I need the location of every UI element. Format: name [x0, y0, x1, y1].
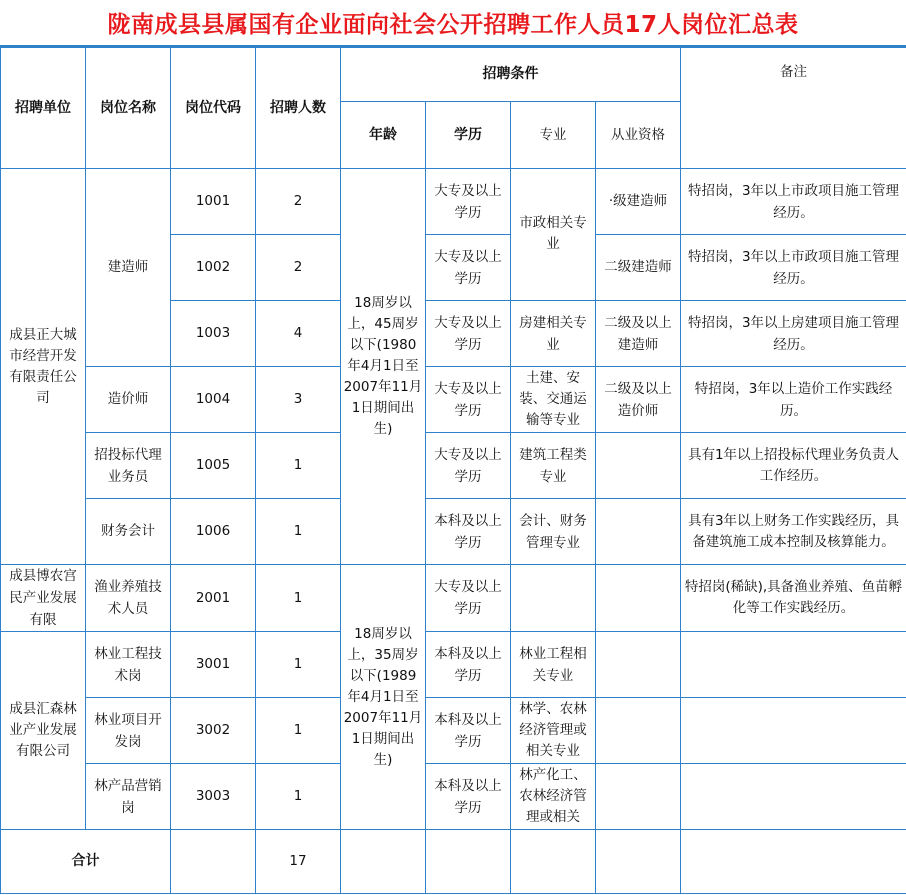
- qualification-cell: [596, 499, 681, 565]
- major-cell: 建筑工程类专业: [511, 433, 596, 499]
- code-cell: 3001: [171, 632, 256, 698]
- remark-cell: 特招岗，3年以上房建项目施工管理经历。: [681, 301, 906, 367]
- count-cell: 3: [256, 367, 341, 433]
- code-cell: 1003: [171, 301, 256, 367]
- qualification-cell: [596, 698, 681, 764]
- remark-cell: 特招岗，3年以上造价工作实践经历。: [681, 367, 906, 433]
- education-cell: 本科及以上学历: [426, 499, 511, 565]
- position-cell: 林业项目开发岗: [86, 698, 171, 764]
- total-empty-qualification: [596, 830, 681, 894]
- code-cell: 1005: [171, 433, 256, 499]
- qualification-cell: [596, 764, 681, 830]
- age-cell: 18周岁以上，45周岁以下(1980年4月1日至2007年11月1日期间出生): [341, 169, 426, 565]
- total-count: 17: [256, 830, 341, 894]
- position-cell: 渔业养殖技术人员: [86, 565, 171, 632]
- code-cell: 1001: [171, 169, 256, 235]
- remark-cell: [681, 764, 906, 830]
- remark-cell: 具有3年以上财务工作实践经历，具备建筑施工成本控制及核算能力。: [681, 499, 906, 565]
- major-cell: [511, 565, 596, 632]
- count-cell: 1: [256, 565, 341, 632]
- page-title: 陇南成县县属国有企业面向社会公开招聘工作人员17人岗位汇总表: [0, 0, 906, 47]
- education-cell: 本科及以上学历: [426, 698, 511, 764]
- header-code: 岗位代码: [171, 48, 256, 169]
- remark-cell: 特招岗，3年以上市政项目施工管理经历。: [681, 169, 906, 235]
- total-row: [1, 830, 906, 894]
- major-cell: 林产化工、农林经济管理或相关: [511, 764, 596, 830]
- total-empty-age: [341, 830, 426, 894]
- total-empty-education: [426, 830, 511, 894]
- table-row: [1, 367, 906, 433]
- position-cell: 林业工程技术岗: [86, 632, 171, 698]
- header-position: 岗位名称: [86, 48, 171, 169]
- table-row: [1, 698, 906, 764]
- qualification-cell: 二级建造师: [596, 235, 681, 301]
- major-cell: 市政相关专业: [511, 169, 596, 301]
- education-cell: 大专及以上学历: [426, 235, 511, 301]
- qualification-cell: ·级建造师: [596, 169, 681, 235]
- education-cell: 大专及以上学历: [426, 169, 511, 235]
- major-cell: 林学、农林经济管理或相关专业: [511, 698, 596, 764]
- position-cell: 建造师: [86, 169, 171, 367]
- header-count: 招聘人数: [256, 48, 341, 169]
- header-conditions: 招聘条件: [341, 48, 681, 102]
- count-cell: 2: [256, 169, 341, 235]
- table-row: [1, 433, 906, 499]
- qualification-cell: [596, 433, 681, 499]
- qualification-cell: [596, 565, 681, 632]
- unit-cell: 成县正大城市经营开发有限责任公司: [1, 169, 86, 565]
- remark-cell: [681, 698, 906, 764]
- header-age: 年龄: [341, 102, 426, 169]
- code-cell: 1004: [171, 367, 256, 433]
- education-cell: 大专及以上学历: [426, 367, 511, 433]
- table-row: [1, 169, 906, 235]
- education-cell: 大专及以上学历: [426, 433, 511, 499]
- count-cell: 2: [256, 235, 341, 301]
- remark-cell: [681, 632, 906, 698]
- position-cell: 财务会计: [86, 499, 171, 565]
- position-cell: 招投标代理业务员: [86, 433, 171, 499]
- header-remarks: 备注: [681, 48, 906, 169]
- count-cell: 1: [256, 698, 341, 764]
- major-cell: 房建相关专业: [511, 301, 596, 367]
- total-empty-remark: [681, 830, 906, 894]
- remark-cell: 具有1年以上招投标代理业务负责人工作经历。: [681, 433, 906, 499]
- education-cell: 本科及以上学历: [426, 764, 511, 830]
- header-education: 学历: [426, 102, 511, 169]
- education-cell: 大专及以上学历: [426, 301, 511, 367]
- unit-cell: 成县汇森林业产业发展有限公司: [1, 632, 86, 830]
- code-cell: 3003: [171, 764, 256, 830]
- position-cell: 林产品营销岗: [86, 764, 171, 830]
- education-cell: 大专及以上学历: [426, 565, 511, 632]
- recruitment-table: [0, 47, 906, 894]
- count-cell: 1: [256, 632, 341, 698]
- header-qualification: 从业资格: [596, 102, 681, 169]
- total-empty-code: [171, 830, 256, 894]
- qualification-cell: [596, 632, 681, 698]
- code-cell: 3002: [171, 698, 256, 764]
- code-cell: 1006: [171, 499, 256, 565]
- total-empty-major: [511, 830, 596, 894]
- remark-cell: 特招岗(稀缺),具备渔业养殖、鱼苗孵化等工作实践经历。: [681, 565, 906, 632]
- major-cell: 土建、安装、交通运输等专业: [511, 367, 596, 433]
- position-cell: 造价师: [86, 367, 171, 433]
- qualification-cell: 二级及以上造价师: [596, 367, 681, 433]
- education-cell: 本科及以上学历: [426, 632, 511, 698]
- header-major: 专业: [511, 102, 596, 169]
- count-cell: 1: [256, 764, 341, 830]
- table-row: [1, 565, 906, 632]
- unit-cell: 成县博农宫民产业发展有限: [1, 565, 86, 632]
- count-cell: 4: [256, 301, 341, 367]
- table-row: [1, 632, 906, 698]
- major-cell: 林业工程相关专业: [511, 632, 596, 698]
- code-cell: 2001: [171, 565, 256, 632]
- total-label: 合计: [1, 830, 171, 894]
- age-cell: 18周岁以上，35周岁以下(1989年4月1日至2007年11月1日期间出生): [341, 565, 426, 830]
- qualification-cell: 二级及以上建造师: [596, 301, 681, 367]
- remark-cell: 特招岗，3年以上市政项目施工管理经历。: [681, 235, 906, 301]
- header-unit: 招聘单位: [1, 48, 86, 169]
- code-cell: 1002: [171, 235, 256, 301]
- table-row: [1, 499, 906, 565]
- major-cell: 会计、财务管理专业: [511, 499, 596, 565]
- count-cell: 1: [256, 499, 341, 565]
- count-cell: 1: [256, 433, 341, 499]
- table-row: [1, 764, 906, 830]
